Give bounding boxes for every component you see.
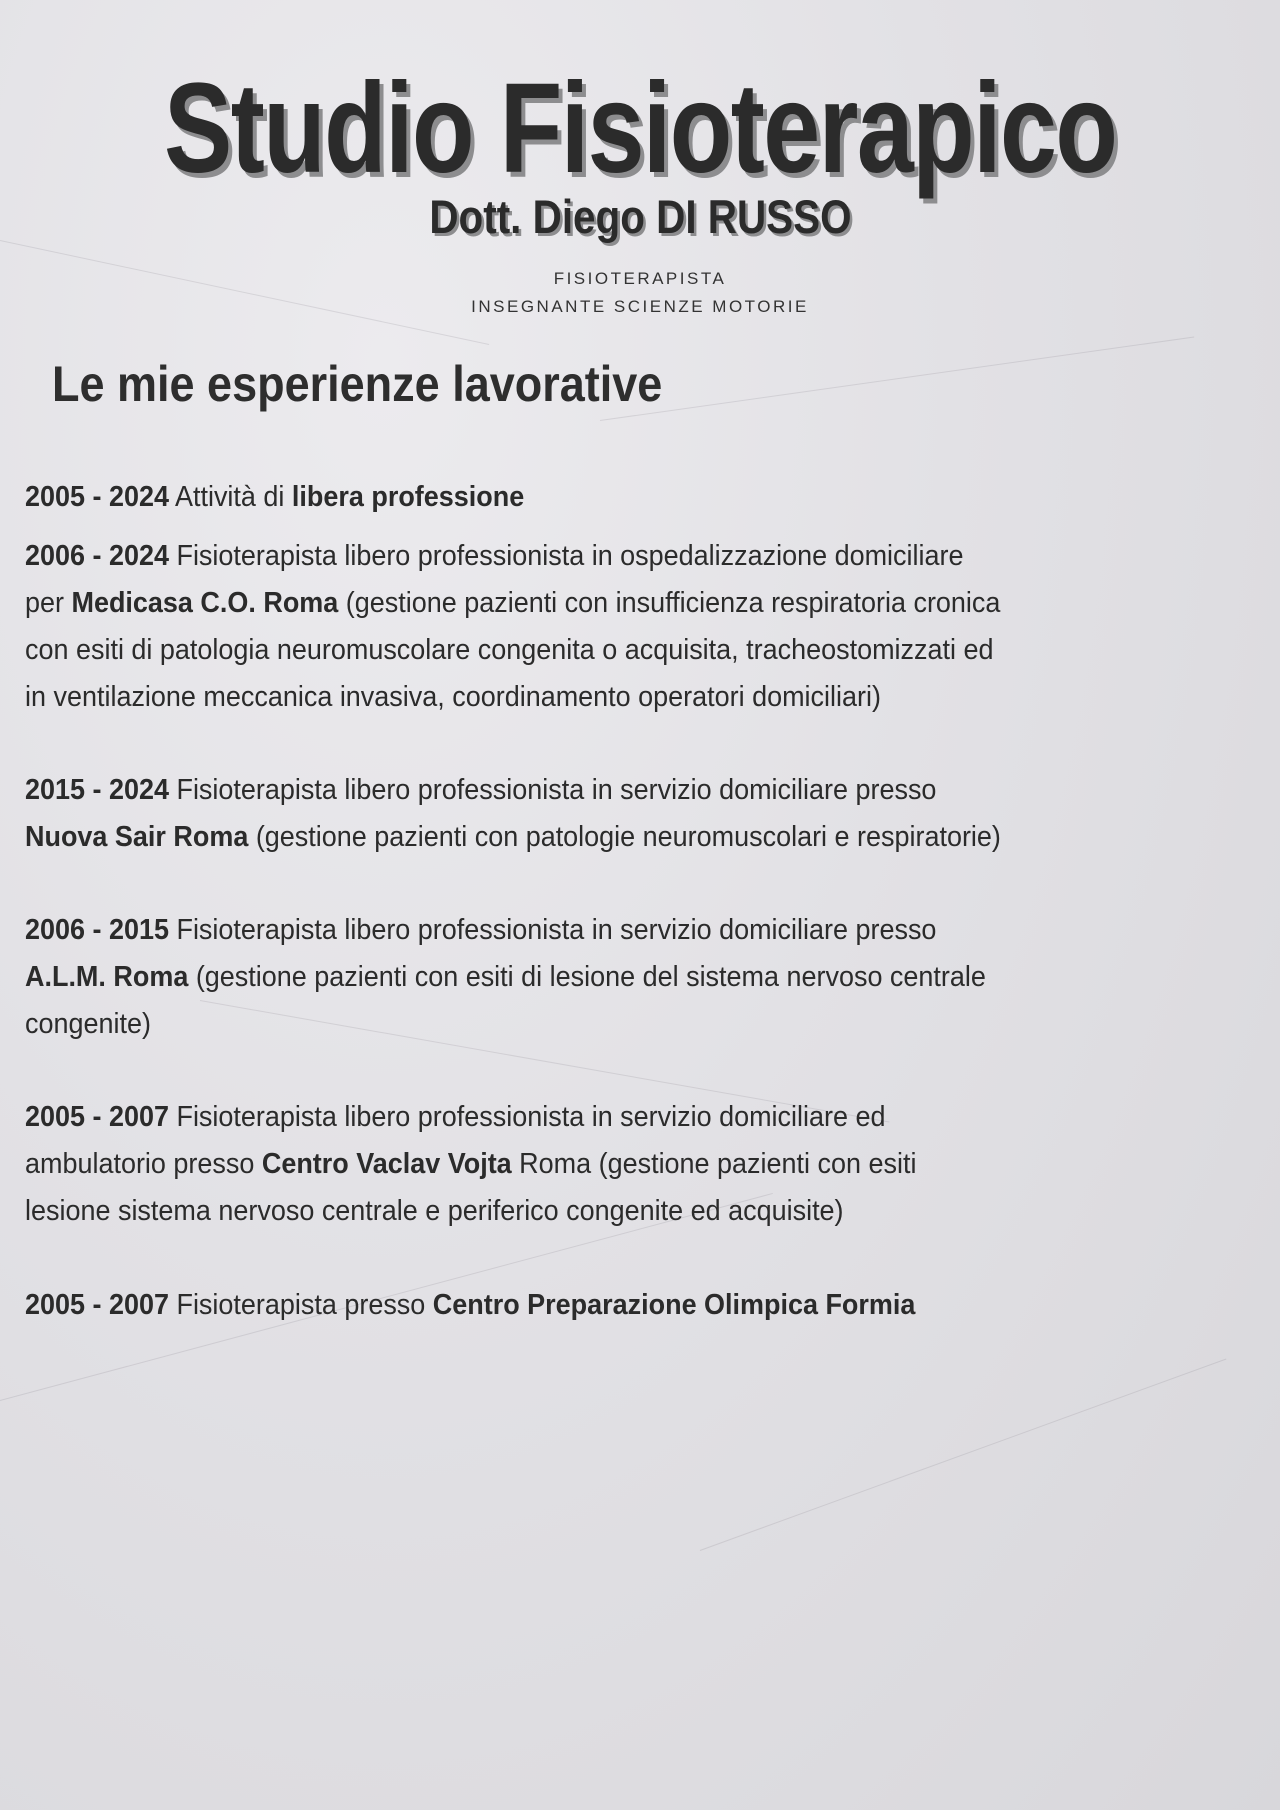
entry-highlight: libera professione bbox=[291, 481, 525, 513]
entry-text: ambulatorio presso bbox=[25, 1148, 262, 1180]
entry-text: con esiti di patologia neuromuscolare congenita o acquisita, tracheostomizzati ed bbox=[25, 634, 994, 666]
entry-text: Fisioterapista presso bbox=[168, 1289, 433, 1321]
doctor-name bbox=[0, 192, 1280, 242]
entry-highlight: 2005 - 2024 bbox=[25, 481, 169, 513]
entry-text: (gestione pazienti con esiti di lesione del sistema nervoso centrale bbox=[188, 961, 986, 993]
entry-text: Fisioterapista libero professionista in ospedalizzazione domiciliare bbox=[168, 540, 964, 572]
entry-text: lesione sistema nervoso centrale e periferico congenite ed acquisite) bbox=[25, 1195, 844, 1227]
entry-line bbox=[25, 679, 881, 715]
entry-line bbox=[25, 1287, 915, 1323]
entry-line bbox=[25, 912, 936, 948]
entry-text: Fisioterapista libero professionista in servizio domiciliare presso bbox=[168, 774, 937, 806]
title-text: Studio Fisioterapico bbox=[163, 57, 1117, 200]
role-teacher: INSEGNANTE SCIENZE MOTORIE bbox=[471, 297, 809, 316]
entry-highlight: 2006 - 2024 bbox=[25, 540, 169, 572]
entry-line bbox=[25, 632, 993, 668]
doctor-name-text: Dott. Diego DI RUSSO bbox=[428, 190, 852, 243]
entry-highlight: Centro Preparazione Olimpica Formia bbox=[432, 1289, 916, 1321]
studio-title bbox=[0, 57, 1280, 200]
entry-text: per bbox=[25, 587, 72, 619]
entry-highlight: 2005 - 2007 bbox=[25, 1289, 169, 1321]
entry-highlight: 2015 - 2024 bbox=[25, 774, 169, 806]
entry-line bbox=[25, 819, 1001, 855]
entry-line bbox=[25, 538, 963, 574]
role-physiotherapist: FISIOTERAPISTA bbox=[553, 269, 727, 288]
entry-text: in ventilazione meccanica invasiva, coordinamento operatori domiciliari) bbox=[25, 681, 881, 713]
section-heading: Le mie esperienze lavorative bbox=[52, 356, 663, 412]
entry-highlight: Medicasa C.O. Roma bbox=[71, 587, 339, 619]
entry-text: (gestione pazienti con patologie neuromuscolari e respiratorie) bbox=[248, 821, 1001, 853]
entry-highlight: 2006 - 2015 bbox=[25, 914, 169, 946]
entry-line bbox=[25, 585, 1000, 621]
entry-text: Fisioterapista libero professionista in servizio domiciliare presso bbox=[168, 914, 937, 946]
entry-highlight: Nuova Sair Roma bbox=[25, 821, 249, 853]
entry-line bbox=[25, 772, 936, 808]
entry-line bbox=[25, 479, 524, 515]
entry-text: Roma (gestione pazienti con esiti bbox=[511, 1148, 917, 1180]
entry-text: (gestione pazienti con insufficienza respiratoria cronica bbox=[338, 587, 1001, 619]
entry-line bbox=[25, 959, 986, 995]
entry-line bbox=[25, 1099, 885, 1135]
entry-text: congenite) bbox=[25, 1008, 151, 1040]
entry-text: Attività di bbox=[168, 481, 292, 513]
entry-highlight: A.L.M. Roma bbox=[25, 961, 189, 993]
entry-highlight: Centro Vaclav Vojta bbox=[261, 1148, 512, 1180]
entry-line bbox=[25, 1193, 844, 1229]
entry-highlight: 2005 - 2007 bbox=[25, 1101, 169, 1133]
entry-line bbox=[25, 1006, 151, 1042]
entry-text: Fisioterapista libero professionista in servizio domiciliare ed bbox=[168, 1101, 886, 1133]
entry-line bbox=[25, 1146, 916, 1182]
